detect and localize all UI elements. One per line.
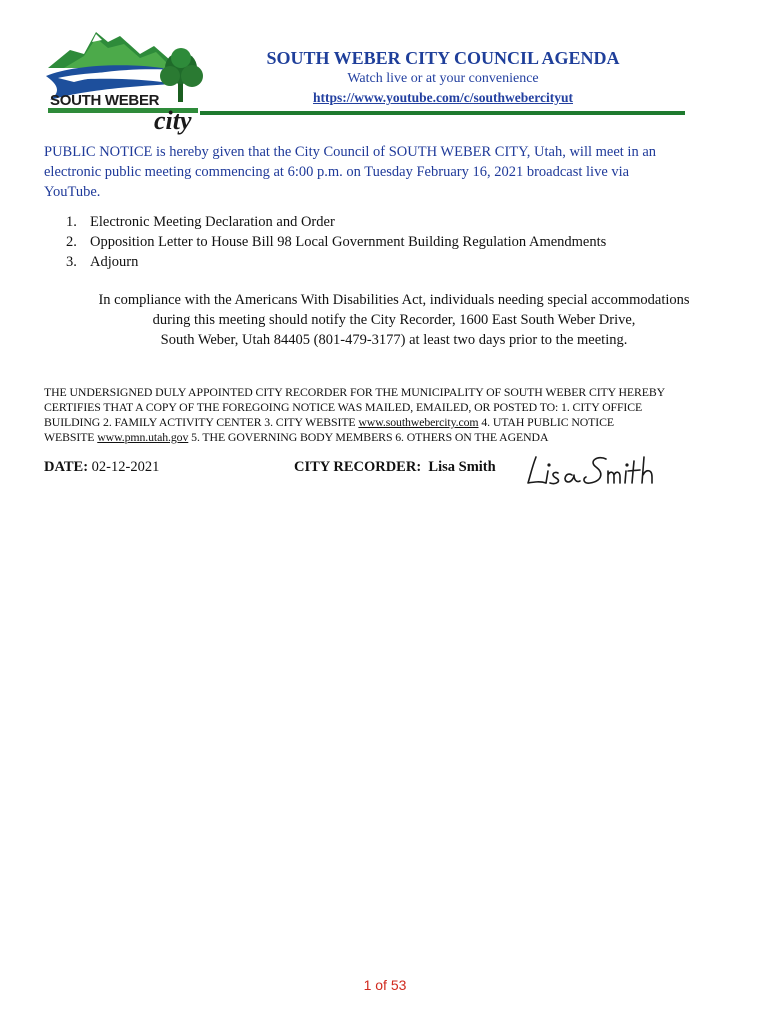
ada-line: during this meeting should notify the City Recorder, 1600 East South Weber Drive, — [152, 312, 636, 328]
date-value: 02-12-2021 — [91, 459, 160, 475]
ada-compliance-notice — [44, 290, 744, 350]
certification-line: CERTIFIES THAT A COPY OF THE FOREGOING NOTICE WAS MAILED, EMAILED, OR POSTED TO: 1. CITY OFFICE — [44, 400, 643, 414]
certification-text: 5. THE GOVERNING BODY MEMBERS 6. OTHERS ON THE AGENDA — [188, 430, 549, 444]
certification-text: 4. UTAH PUBLIC NOTICE — [478, 415, 614, 429]
public-notice — [44, 142, 704, 202]
agenda-item-number: 3. — [66, 254, 77, 270]
handwritten-signature — [522, 449, 662, 491]
recorder-certification — [44, 385, 734, 445]
agenda-subtitle: Watch live or at your convenience — [347, 71, 539, 86]
agenda-title: SOUTH WEBER CITY COUNCIL AGENDA — [266, 48, 620, 68]
signoff-row — [44, 459, 744, 499]
date-label: DATE: — [44, 459, 89, 475]
agenda-item — [44, 252, 724, 272]
certification-text: BUILDING 2. FAMILY ACTIVITY CENTER 3. CITY WEBSITE — [44, 415, 359, 429]
agenda-item-text: Electronic Meeting Declaration and Order — [90, 214, 335, 230]
logo-city-script: city — [154, 106, 192, 135]
ada-line: South Weber, Utah 84405 (801-479-3177) at least two days prior to the meeting. — [160, 332, 628, 348]
agenda-item — [44, 232, 724, 252]
date-field — [44, 459, 159, 476]
youtube-link[interactable]: https://www.youtube.com/c/southwebercityut — [312, 90, 573, 105]
agenda-item — [44, 212, 724, 232]
agenda-item-text: Adjourn — [90, 254, 139, 270]
recorder-name: Lisa Smith — [428, 459, 496, 475]
agenda-item-text: Opposition Letter to House Bill 98 Local Government Building Regulation Amendments — [90, 234, 607, 250]
certification-line: THE UNDERSIGNED DULY APPOINTED CITY RECORDER FOR THE MUNICIPALITY OF SOUTH WEBER CITY HEREBY — [44, 385, 666, 399]
certification-line — [44, 415, 734, 430]
recorder-field — [294, 459, 496, 476]
notice-line: electronic public meeting commencing at 6:00 p.m. on Tuesday February 16, 2021 broadcast live via — [44, 164, 630, 180]
certification-line — [44, 430, 734, 445]
logo-wordmark: SOUTH WEBER — [50, 92, 160, 109]
page-number: 1 of 53 — [363, 977, 407, 993]
city-website-link[interactable]: www.southwebercity.com — [358, 415, 479, 429]
agenda-item-number: 2. — [66, 234, 77, 250]
notice-line: YouTube. — [44, 184, 101, 200]
pmn-website-link[interactable]: www.pmn.utah.gov — [97, 430, 189, 444]
agenda-list — [44, 212, 724, 272]
recorder-label: CITY RECORDER: — [294, 459, 422, 475]
ada-line: In compliance with the Americans With Disabilities Act, individuals needing special accommodations — [98, 292, 690, 308]
header-divider — [200, 111, 685, 115]
notice-line: PUBLIC NOTICE is hereby given that the City Council of SOUTH WEBER CITY, Utah, will meet in an — [44, 144, 657, 160]
agenda-item-number: 1. — [66, 214, 77, 230]
certification-text: WEBSITE — [44, 430, 98, 444]
